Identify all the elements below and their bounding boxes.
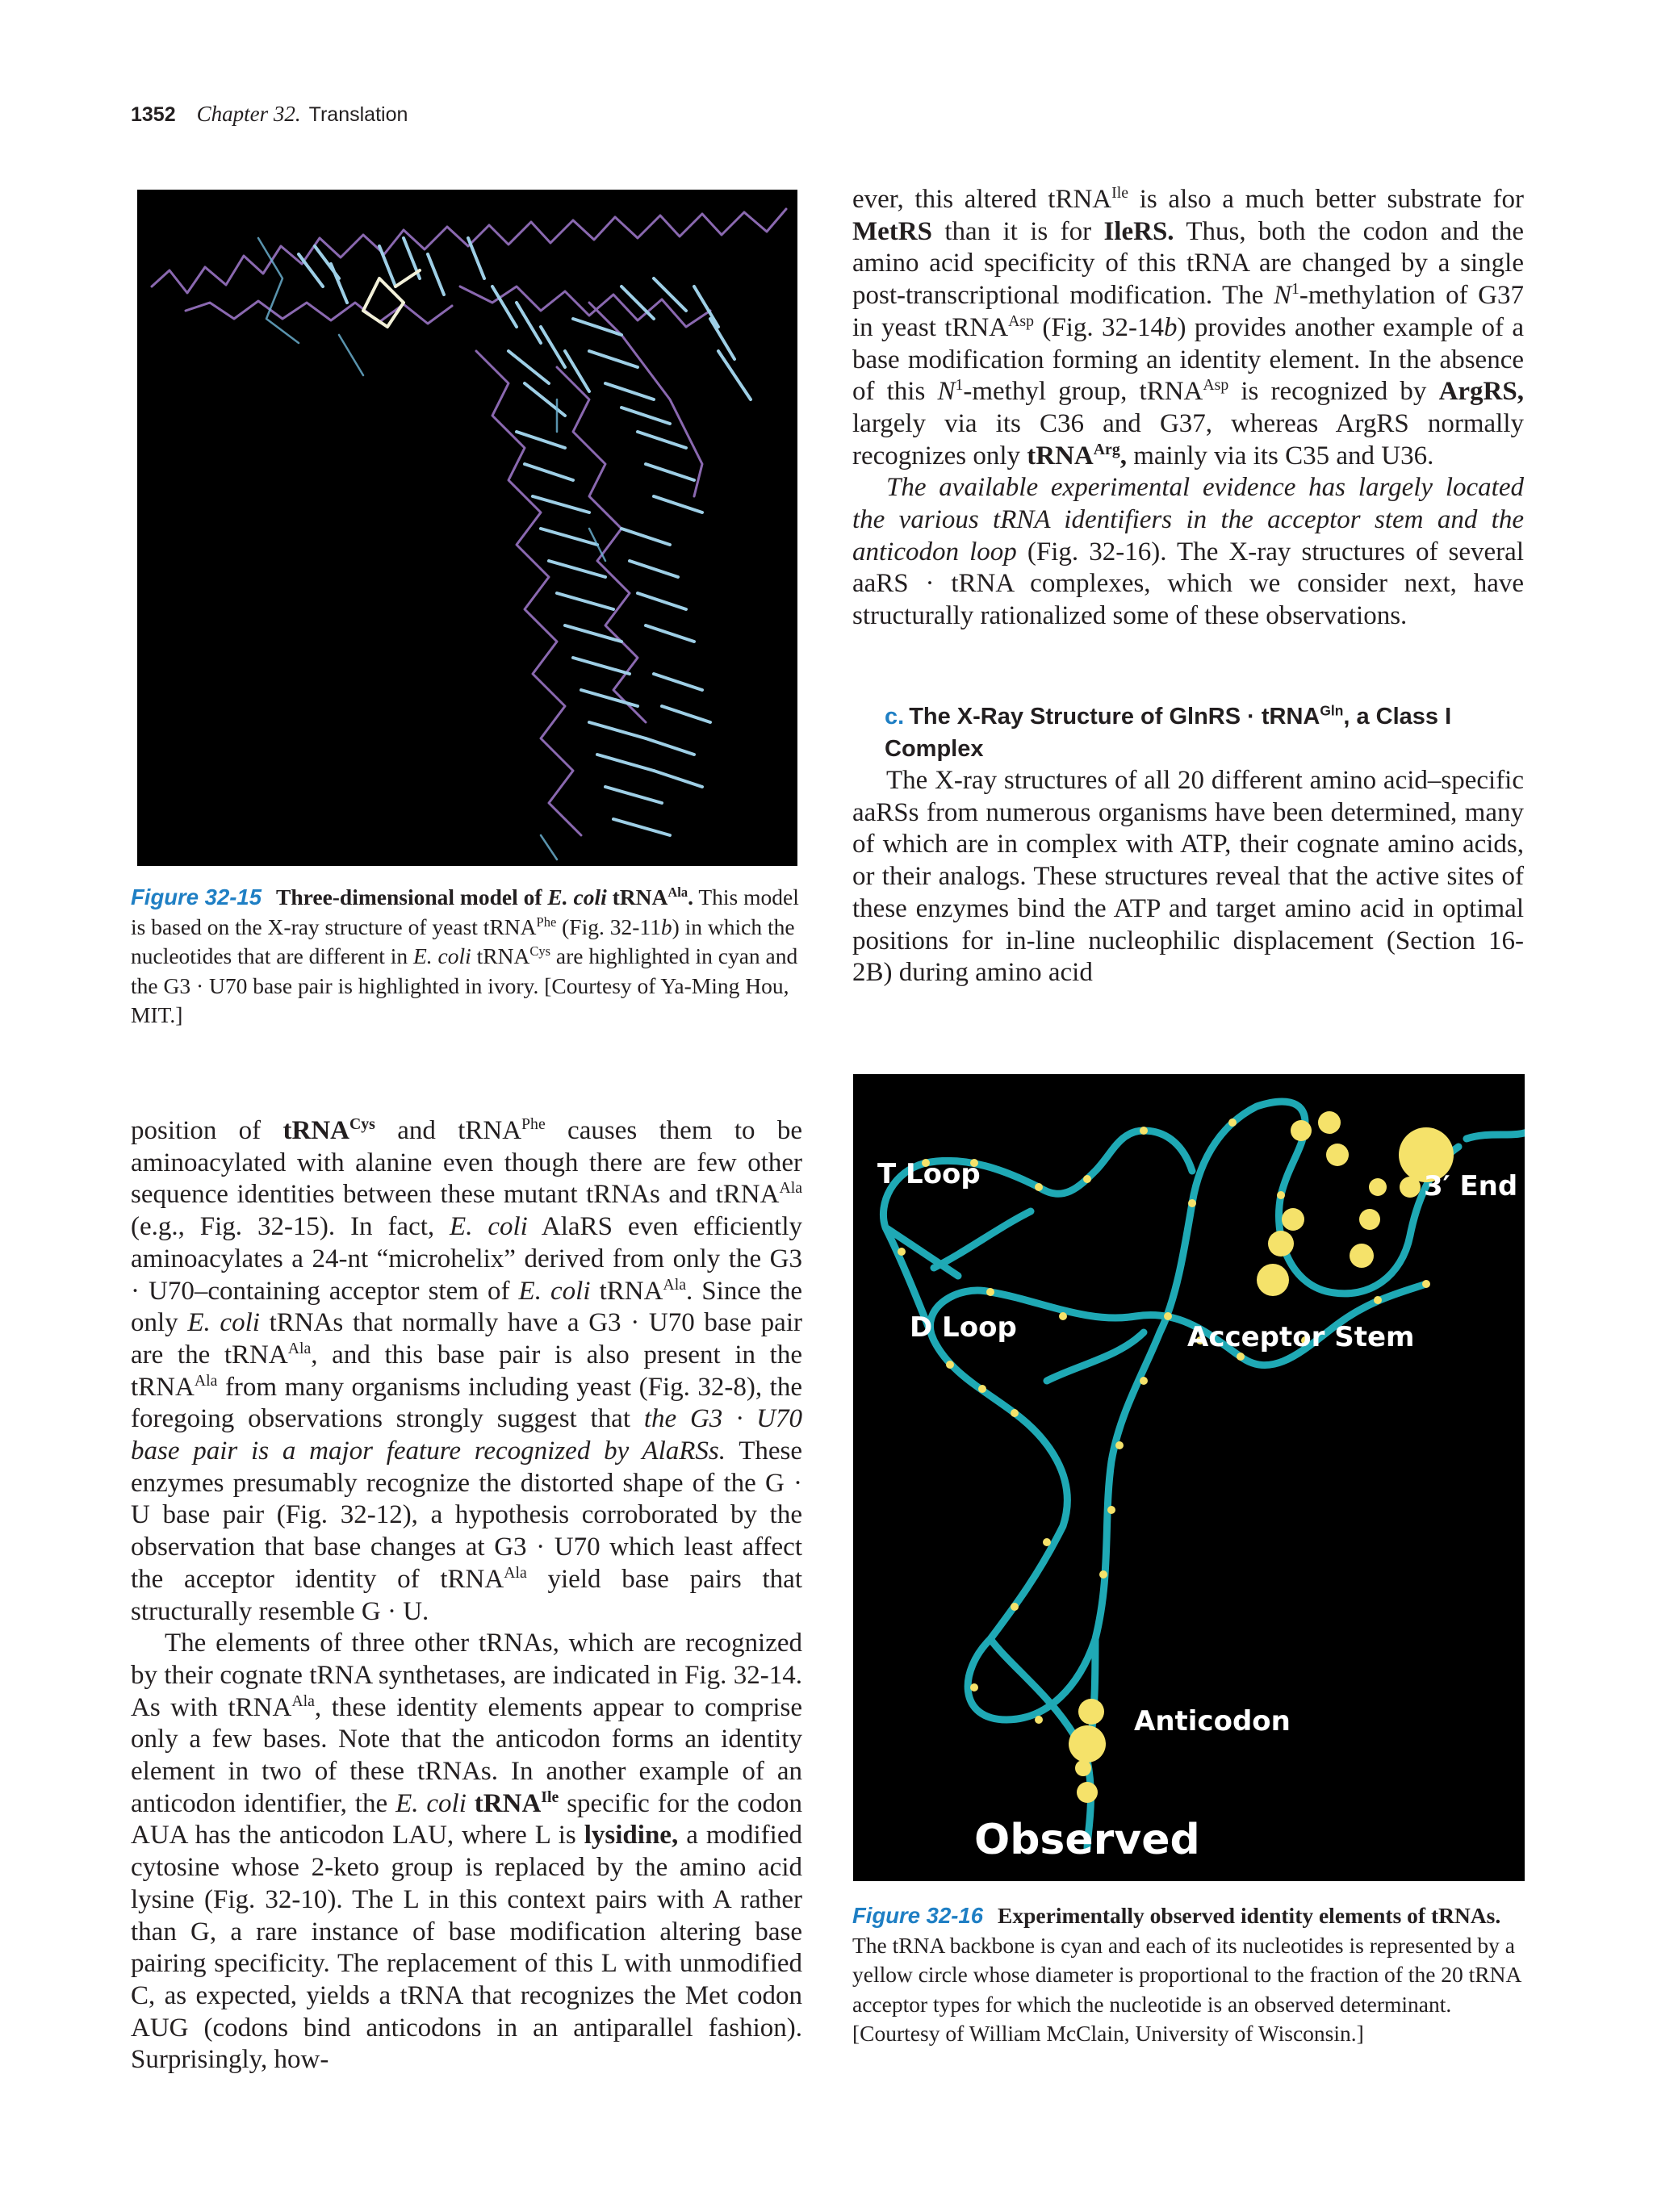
figure-title: Three-dimensional model of E. coli tRNA$^{Ala}$. <box>276 884 693 909</box>
figure-32-16-image <box>853 1074 1525 1881</box>
backbone-violet <box>152 209 786 835</box>
paragraph: ever, this altered tRNA$^{Ile}$ is also a much better substrate for MetRS than it is for IleRS. Thus, both the codon and the amino acid specificity of this tRNA are changed by a single post-transcriptional modification. The $N^1$-methylation of G37 in yeast tRNA$^{Asp}$ (Fig. 32-14b) provides another example of a base modification forming an identity element. In the absence of this $N^1$-methyl group, tRNA$^{Asp}$ is recognized by ArgRS, largely via its C36 and G37, whereas ArgRS normally recognizes only tRNA$^{Arg}$, mainly via its C35 and U36. <box>852 184 1524 470</box>
chapter-title: Translation <box>308 103 408 126</box>
backbone-blue <box>258 238 605 859</box>
trna-identity-diagram <box>853 1074 1525 1881</box>
figure-title: Experimentally observed identity elements of tRNAs. <box>998 1903 1501 1928</box>
figure-32-15-image <box>137 190 797 866</box>
trna-3d-model <box>137 190 797 866</box>
right-column-upper <box>852 184 1524 633</box>
section-heading: c. The X-Ray Structure of GlnRS · tRNA$^{Gln}$, a Class I Complex <box>885 702 1452 762</box>
acceptor-stem-label: Acceptor Stem <box>1187 1321 1415 1353</box>
left-column-body <box>131 1115 802 2076</box>
paragraph: The available experimental evidence has largely located the various tRNA identifiers in the acceptor stem and the anticodon loop (Fig. 32-16). The X-ray structures of several aaRS · tRNA complexes, which we consider next, have structurally rationalized some of these observations. <box>852 473 1524 631</box>
three-prime-end-label: 3′ End <box>1424 1170 1518 1202</box>
chapter-label: Chapter 32. <box>196 102 301 126</box>
nucleotides-cyan <box>299 238 751 835</box>
observed-label: Observed <box>974 1816 1200 1864</box>
anticodon-label: Anticodon <box>1134 1705 1291 1737</box>
paragraph: The X-ray structures of all 20 different amino acid–specific aaRSs from numerous organisms have been determined, many of which are in complex with ATP, their cognate amino acids, or their analogs. These structures reveal that the active sites of these enzymes bind the ATP and target amino acid in optimal positions for in-line nucleophilic displacement (Section 16-2B) during amino acid <box>852 766 1524 988</box>
paragraph: position of tRNA$^{Cys}$ and tRNA$^{Phe}$ causes them to be aminoacylated with alanine even though there are few other sequence identities between these mutant tRNAs and tRNA$^{Ala}$ (e.g., Fig. 32-15). In fact, E. coli AlaRS even efficiently aminoacylates a 24-nt “microhelix” derived from only the G3 · U70–containing acceptor stem of E. coli tRNA$^{Ala}$. Since the only E. coli tRNAs that normally have a G3 · U70 base pair are the tRNA$^{Ala}$, and this base pair is also present in the tRNA$^{Ala}$ from many organisms including yeast (Fig. 32-8), the foregoing observations strongly suggest that the G3 · U70 base pair is a major feature recognized by AlaRSs. These enzymes presumably recognize the distorted shape of the G · U base pair (Fig. 32-12), a hypothesis corroborated by the observation that base changes at G3 · U70 which least affect the acceptor identity of tRNA$^{Ala}$ yield base pairs that structurally resemble G · U. <box>131 1115 803 1626</box>
figure-32-16-caption <box>852 1901 1532 2049</box>
nucleotide-dots <box>898 1111 1454 1803</box>
running-header <box>131 102 408 134</box>
paragraph: The elements of three other tRNAs, which are recognized by their cognate tRNA synthetases, are indicated in Fig. 32-14. As with tRNA$^{Ala}$, these identity elements appear to comprise only a few bases. Note that the anticodon forms an identity element in two of these tRNAs. In another example of an anticodon identifier, the E. coli tRNA$^{Ile}$ specific for the codon AUA has the anticodon LAU, where L is lysidine, a modified cytosine whose 2-keto group is replaced by the amino acid lysine (Fig. 32-10). The L in this context pairs with A rather than G, a rare instance of base modification altering base pairing specificity. The replacement of this L with unmodified C, as expected, yields a tRNA that recognizes the Met codon AUG (codons bind anticodons in an antiparallel fashion). Surprisingly, how- <box>131 1629 803 2075</box>
t-loop-label: T Loop <box>877 1158 981 1190</box>
page-number: 1352 <box>131 103 176 126</box>
figure-label: Figure 32-15 <box>131 884 262 909</box>
figure-32-15-caption: Figure 32-15 Three-dimensional model of E. coli tRNA$^{Ala}$. This model is based on the X-ray structure of yeast tRNA$^{Phe}$ (Fig. 32-11b) in which the nucleotides that are different in E. coli tRNA$^{Cys}$ are highlighted in cyan and the G3 · U70 base pair is highlighted in ivory. [Courtesy of Ya-Ming Hou, MIT.] <box>131 884 799 1027</box>
d-loop-label: D Loop <box>910 1311 1017 1344</box>
right-column-middle <box>852 765 1524 989</box>
figure-text: The tRNA backbone is cyan and each of its nucleotides is represented by a yellow circle whose diameter is proportional to the fraction of the 20 tRNA acceptor types for which the nucleotide is an observed determinant. [Courtesy of William McClain, University of Wisconsin.] <box>852 1932 1521 2046</box>
figure-label: Figure 32-16 <box>852 1903 984 1928</box>
